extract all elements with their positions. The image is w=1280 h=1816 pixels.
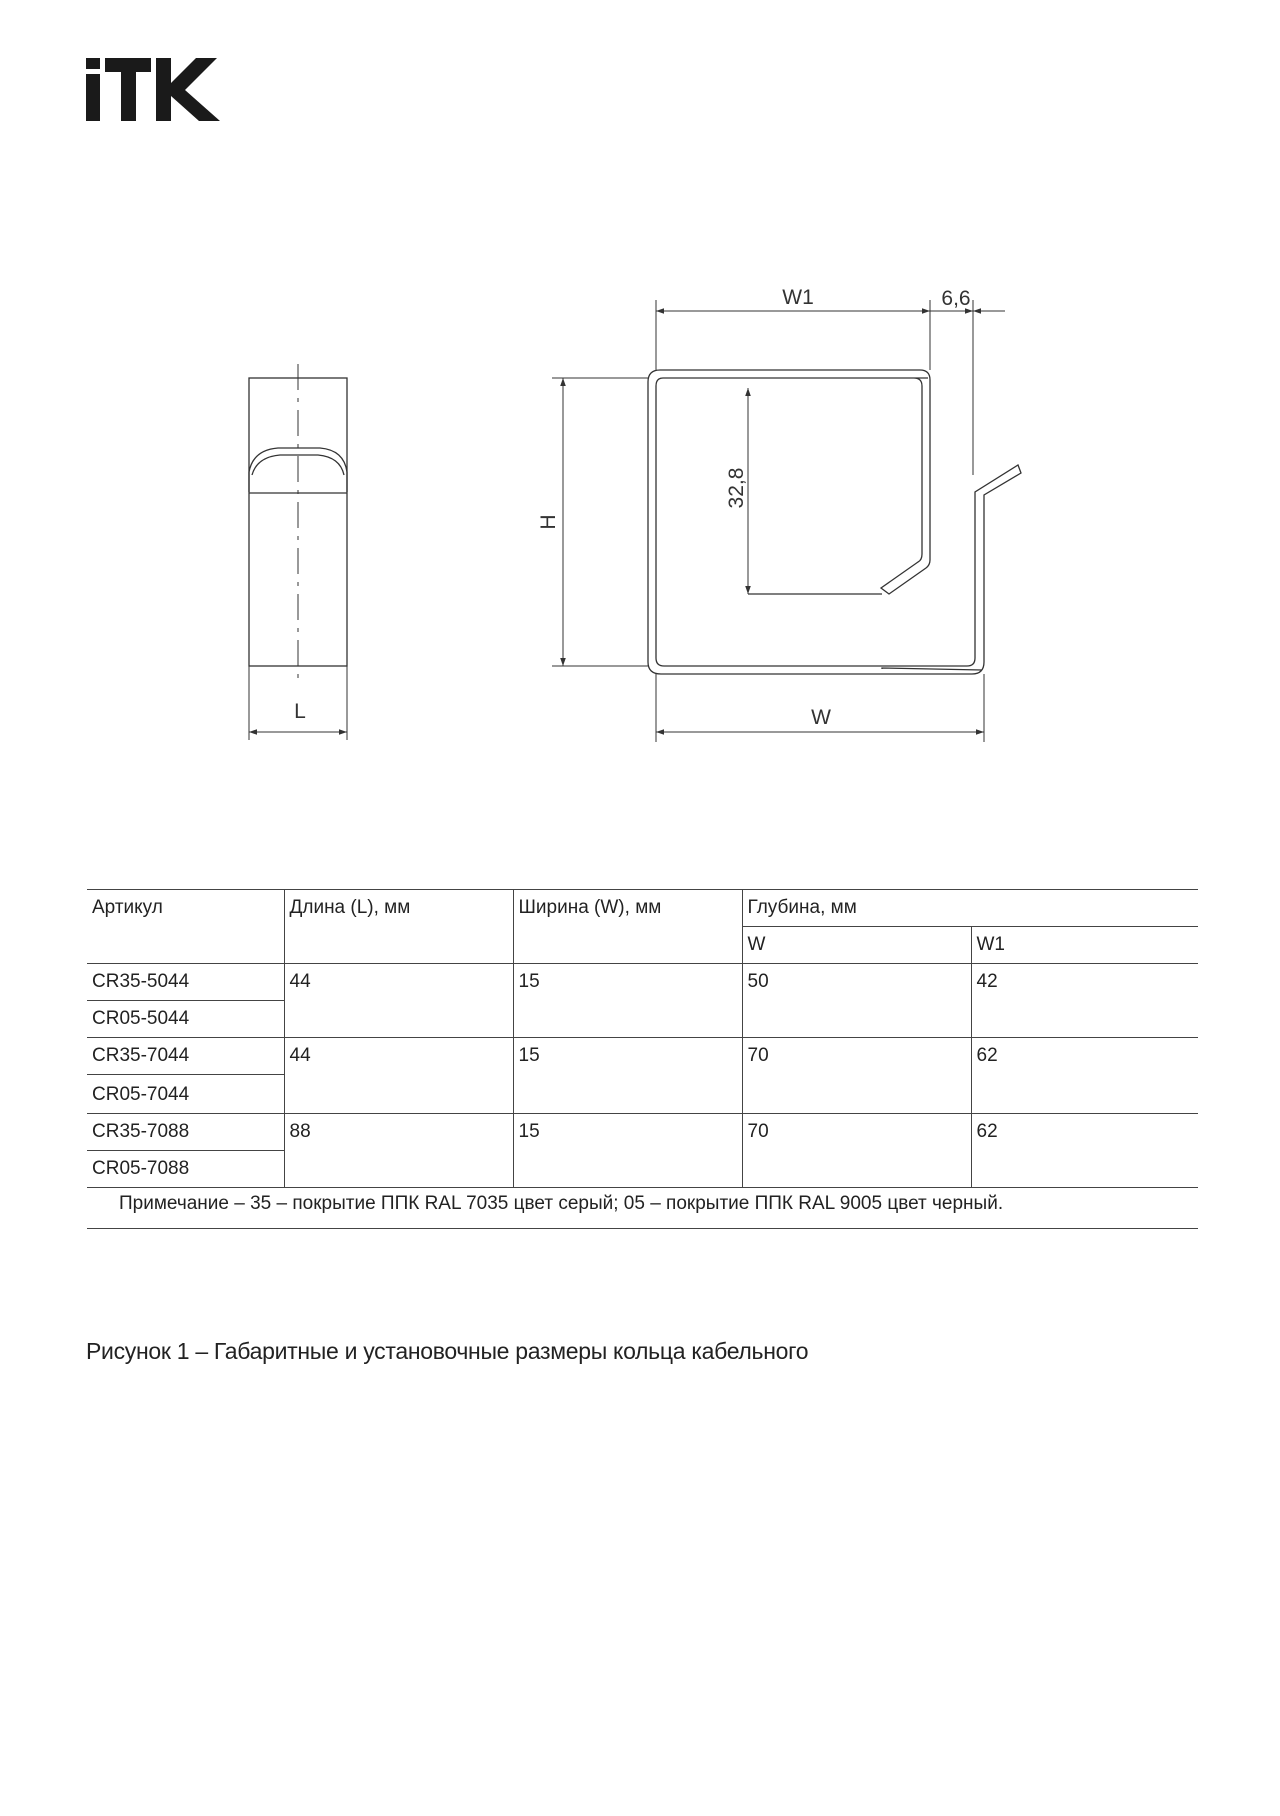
depth-w1-cell: 62 bbox=[971, 1114, 1198, 1188]
table-row bbox=[87, 1114, 1198, 1151]
table-note-row bbox=[87, 1188, 1198, 1229]
header-depth-w1: W1 bbox=[971, 927, 1198, 964]
header-depth: Глубина, мм bbox=[742, 890, 1198, 927]
header-article: Артикул bbox=[87, 890, 284, 964]
table-header-row bbox=[87, 890, 1198, 927]
label-h: H bbox=[537, 514, 560, 530]
depth-w1-cell: 62 bbox=[971, 1038, 1198, 1114]
itk-logo bbox=[86, 58, 222, 122]
label-offset: 6,6 bbox=[941, 287, 971, 310]
width-cell: 15 bbox=[513, 964, 742, 1038]
table-row bbox=[87, 1038, 1198, 1075]
header-width: Ширина (W), мм bbox=[513, 890, 742, 964]
article-cell: CR05-7088 bbox=[87, 1151, 284, 1188]
width-cell: 15 bbox=[513, 1114, 742, 1188]
depth-w-cell: 70 bbox=[742, 1038, 971, 1114]
length-cell: 44 bbox=[284, 1038, 513, 1114]
table-row bbox=[87, 964, 1198, 1001]
width-cell: 15 bbox=[513, 1038, 742, 1114]
front-view bbox=[552, 300, 1021, 742]
label-inner-height: 32,8 bbox=[725, 467, 748, 509]
header-depth-w: W bbox=[742, 927, 971, 964]
article-cell: CR05-7044 bbox=[87, 1075, 284, 1114]
article-cell: CR35-7088 bbox=[87, 1114, 284, 1151]
depth-w1-cell: 42 bbox=[971, 964, 1198, 1038]
length-cell: 88 bbox=[284, 1114, 513, 1188]
depth-w-cell: 70 bbox=[742, 1114, 971, 1188]
article-cell: CR35-5044 bbox=[87, 964, 284, 1001]
dimension-drawing bbox=[0, 260, 1280, 780]
table-note: Примечание – 35 – покрытие ППК RAL 7035 цвет серый; 05 – покрытие ППК RAL 9005 цвет черный. bbox=[87, 1188, 1198, 1229]
side-view bbox=[249, 364, 347, 740]
article-cell: CR05-5044 bbox=[87, 1001, 284, 1038]
label-w1: W1 bbox=[782, 286, 814, 309]
depth-w-cell: 50 bbox=[742, 964, 971, 1038]
length-cell: 44 bbox=[284, 964, 513, 1038]
label-l: L bbox=[294, 700, 306, 723]
figure-caption: Рисунок 1 – Габаритные и установочные размеры кольца кабельного bbox=[86, 1338, 809, 1364]
header-length: Длина (L), мм bbox=[284, 890, 513, 964]
article-cell: CR35-7044 bbox=[87, 1038, 284, 1075]
spec-table bbox=[87, 889, 1198, 1229]
label-w: W bbox=[811, 706, 831, 729]
